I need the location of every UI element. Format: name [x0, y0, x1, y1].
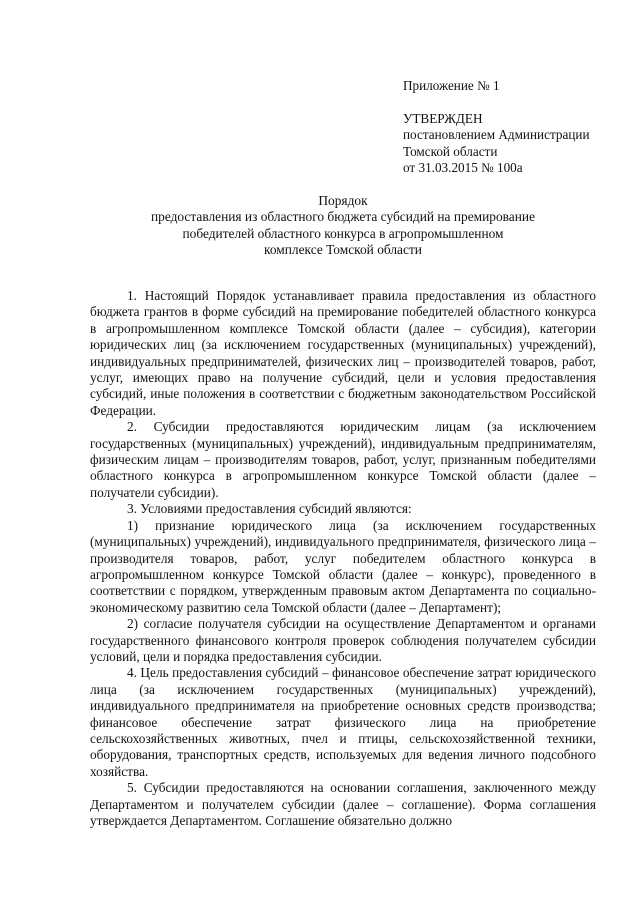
- paragraph-1: 1. Настоящий Порядок устанавливает правила предоставления из областного бюджета грантов в форме субсидий на премирование победителей областного конкурса в агропромышленном комплексе Томской области (далее – субсидия), категории юридических лиц (за исключением государственных (муниципальных) учреждений), индивидуальных предпринимателей, физических лиц – производителей товаров, работ, услуг, имеющих право на получение субсидий, цели и условия предоставления субсидий, иные положения в соответствии с бюджетным законодательством Российской Федерации.: [90, 288, 596, 418]
- paragraph-2: 2. Субсидии предоставляются юридическим лицам (за исключением государственных (муниципальных) учреждений), индивидуальным предпринимателям, физическим лицам – производителям товаров, работ, услуг, признанным победителями областного конкурса в агропромышленном конкурсе Томской области (далее – получатели субсидии).: [90, 419, 596, 500]
- paragraph-3-2: 2) согласие получателя субсидии на осуществление Департаментом и органами государственного финансового контроля проверок соблюдения получателем субсидии условий, цели и порядка предоставления субсидии.: [90, 616, 596, 664]
- approval-line-3: от 31.03.2015 № 100а: [403, 159, 523, 175]
- title-line-4: комплексе Томской области: [264, 242, 422, 258]
- approved-label: УТВЕРЖДЕН: [403, 111, 483, 127]
- paragraph-3: 3. Условиями предоставления субсидий являются:: [127, 501, 412, 517]
- title-line-1: Порядок: [318, 193, 368, 208]
- annex-label: Приложение № 1: [403, 78, 500, 93]
- paragraph-4: 4. Цель предоставления субсидий – финансовое обеспечение затрат юридического лица (за исключением государственных (муниципальных) учреждений), индивидуального предпринимателя на приобретение основных средств производства; финансовое обеспечение затрат физического лица на приобретение сельскохозяйственных животных, пчел и птицы, сельскохозяйственной техники, оборудования, транспортных средств, используемых для ведения личного подсобного хозяйства.: [90, 665, 596, 779]
- approval-line-2: Томской области: [403, 143, 498, 159]
- title-line-3: победителей областного конкурса в агропромышленном: [182, 225, 504, 241]
- document-title: [90, 193, 596, 259]
- approval-line-1: постановлением Администрации: [403, 127, 590, 143]
- paragraph-5: 5. Субсидии предоставляются на основании соглашения, заключенного между Департаментом и получателем субсидии (далее – соглашение). Форма соглашения утверждается Департаментом. Соглашение обязательно должно: [90, 780, 596, 828]
- approval-block: [403, 78, 633, 176]
- document-body: [90, 288, 596, 829]
- title-line-2: предоставления из областного бюджета субсидий на премирование: [150, 209, 536, 225]
- paragraph-3-1: 1) признание юридического лица (за исключением государственных (муниципальных) учреждений), индивидуального предпринимателя, физического лица – производителя товаров, работ, услуг победителем областного конкурса в агропромышленном конкурсе Томской области (далее – конкурс), проведенного в соответствии с порядком, утвержденным правовым актом Департамента по социально-экономическому развитию села Томской области (далее – Департамент);: [90, 517, 596, 615]
